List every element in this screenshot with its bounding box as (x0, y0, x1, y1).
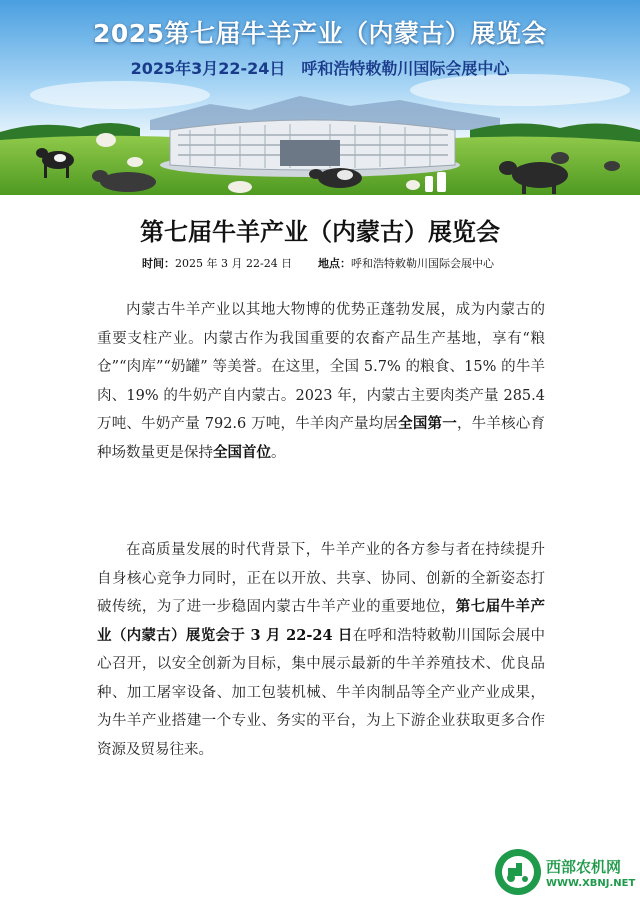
event-time (142, 255, 292, 271)
para2-highlight-1: 第七届牛羊产业（内蒙古）展览会于 3 月 22-24 日 (97, 598, 546, 644)
para1-highlight-2: 全国首位 (213, 443, 271, 461)
brand-name: 西部农机网 (546, 858, 622, 876)
para1-text-2: ，牛羊核心育种场数量更是保持 (97, 416, 545, 461)
place-label: 地点： (318, 257, 351, 270)
brand-url: WWW.XBNJ.NET (546, 878, 636, 889)
para2-text-2: 在呼和浩特敕勒川国际会展中心召开，以安全创新为目标，集中展示最新的牛羊养殖技术、优良品种、加工屠宰设备、加工包装机械、牛羊肉制品等全产业产业成果，为牛羊产业搭建一个专业、务实的平台，为上下游企业获取更多合作资源及贸易往来。 (97, 627, 546, 758)
banner-title: 2025第七届牛羊产业（内蒙古）展览会 (92, 19, 548, 48)
para2-text-1: 在高质量发展的时代背景下，牛羊产业的各方参与者在持续提升自身核心竞争力同时，正在以开放、共享、协同、创新的全新姿态打破传统，为了进一步稳固内蒙古牛羊产业的重要地位， (97, 542, 545, 615)
event-place (318, 255, 494, 271)
time-value: 2025 年 3 月 22-24 日 (175, 257, 293, 270)
paragraph-background (97, 536, 545, 764)
para1-text-1: 内蒙古牛羊产业以其地大物博的优势正蓬勃发展，成为内蒙古的重要支柱产业。内蒙古作为我国重要的农畜产品生产基地，享有“粮仓”“肉库”“奶罐” 等美誉。在这里，全国 5.7% 的粮食、15% 的牛羊肉、19% 的牛奶产自内蒙古。2023 年，内蒙古主要肉类产量 285.4 万吨、牛奶产量 792.6 万吨，牛羊肉产量均居 (97, 302, 545, 432)
header-banner (0, 0, 640, 195)
paragraph-intro (97, 296, 545, 467)
article-title: 第七届牛羊产业（内蒙古）展览会 (140, 217, 500, 246)
para1-highlight-1: 全国第一 (398, 415, 457, 432)
para1-text-3: 。 (271, 444, 286, 461)
place-value: 呼和浩特敕勒川国际会展中心 (351, 257, 494, 270)
banner-subtitle: 2025年3月22-24日 呼和浩特敕勒川国际会展中心 (130, 59, 510, 78)
time-label: 时间： (142, 257, 175, 270)
xbnj-logo-icon (494, 848, 542, 896)
